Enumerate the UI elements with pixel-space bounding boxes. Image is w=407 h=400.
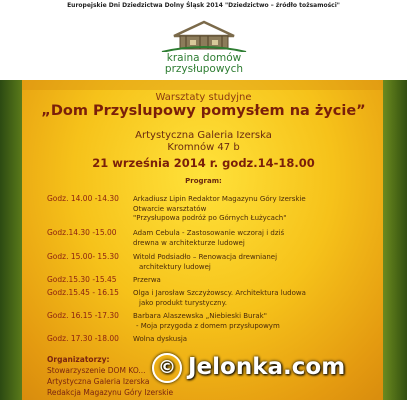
venue-address: Kromnów 47 b	[167, 142, 240, 153]
organizer-item: Redakcja Magazynu Góry Izerskie	[47, 388, 174, 397]
workshop-subtitle: Warsztaty studyjne	[155, 92, 252, 103]
organizer-item: Stowarzyszenie DOM KO...	[47, 366, 146, 375]
logo	[148, 18, 260, 78]
copyright-icon: ©	[152, 353, 182, 383]
house-icon	[148, 18, 260, 52]
program-time: Godz. 16.15 -17.30	[47, 311, 119, 320]
program-line: - Moja przygoda z domem przysłupowym	[136, 322, 280, 330]
program-line: jako produkt turystyczny.	[139, 299, 227, 307]
watermark	[152, 347, 390, 387]
logo-line1: kraina domów	[166, 52, 242, 64]
program-time: Godz.14.30 -15.00	[47, 228, 117, 237]
venue-name: Artystyczna Galeria Izerska	[135, 130, 272, 141]
program-line: Witold Podsiadło – Renowacja drewnianej	[133, 253, 278, 261]
program-line: Olga i Jarosław Szczyżowscy. Architektura ludowa	[133, 289, 306, 297]
left-green-band	[0, 80, 22, 400]
event-banner-text: Europejskie Dni Dziedzictwa Dolny Śląsk 2014 "Dziedzictwo – źródło tożsamości"	[67, 2, 340, 9]
program-time: Godz. 15.00- 15.30	[47, 252, 119, 261]
logo-line2: przysłupowych	[164, 63, 244, 75]
program-line: Barbara Alaszewska „Niebieski Burak"	[133, 312, 267, 320]
program-line: Adam Cebula - Zastosowanie wczoraj i dziś	[133, 229, 285, 237]
program-time: Godz.15.45 - 16.15	[47, 288, 119, 297]
program-line: architektury ludowej	[139, 263, 211, 271]
organizer-item: Artystyczna Galeria Izerska	[47, 377, 150, 386]
program-line: Otwarcie warsztatów	[133, 205, 207, 213]
program-time: Godz. 14.00 -14.30	[47, 194, 119, 203]
program-time: Godz.15.30 -15.45	[47, 275, 117, 284]
program-line: drewna w architekturze ludowej	[133, 239, 245, 247]
program-time: Godz. 17.30 -18.00	[47, 334, 119, 343]
workshop-title: „Dom Przyslupowy pomysłem na życie”	[41, 103, 366, 119]
watermark-text: Jelonka.com	[188, 354, 346, 380]
program-line: Przerwa	[133, 276, 161, 284]
program-line: "Przysłupowa podróż po Górnych Łużycach"	[133, 214, 287, 222]
event-date: 21 września 2014 r. godz.14-18.00	[92, 156, 315, 170]
organizers-label: Organizatorzy:	[47, 355, 110, 364]
poster-top-shade	[0, 80, 407, 90]
program-label: Program:	[185, 177, 222, 185]
program-line: Wolna dyskusja	[133, 335, 188, 343]
program-line: Arkadiusz Lipin Redaktor Magazynu Góry Izerskie	[133, 195, 306, 203]
